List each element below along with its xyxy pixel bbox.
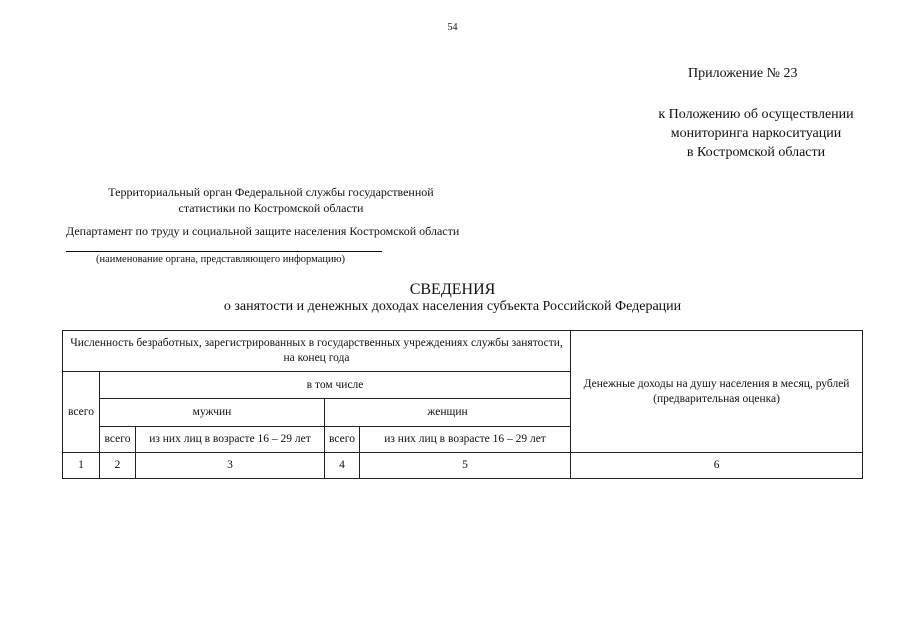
column-number-cell: 2 xyxy=(100,453,136,479)
reporting-organization xyxy=(66,184,476,216)
unemployed-header-cell: Численность безработных, зарегистрированных в государственных учреждениях службы занятости, на конец года xyxy=(63,331,571,372)
including-header-cell: в том числе xyxy=(100,372,571,399)
organization-line: статистики по Костромской области xyxy=(178,201,364,215)
table-header-row xyxy=(63,331,863,372)
column-number-cell: 5 xyxy=(360,453,571,479)
men-header-cell: мужчин xyxy=(100,399,325,427)
women-header-cell: женщин xyxy=(325,399,571,427)
appendix-reference xyxy=(610,105,902,162)
women-16-29-header-cell: из них лиц в возрасте 16 – 29 лет xyxy=(360,427,571,453)
column-number-row xyxy=(63,453,863,479)
column-number-cell: 4 xyxy=(325,453,360,479)
income-header-cell: Денежные доходы на душу населения в месяц, рублей (предварительная оценка) xyxy=(571,331,863,453)
organization-underline xyxy=(66,251,382,252)
organization-caption: (наименование органа, представляющего информацию) xyxy=(96,254,345,265)
men-16-29-header-cell: из них лиц в возрасте 16 – 29 лет xyxy=(136,427,325,453)
document-subtitle: о занятости и денежных доходах населения субъекта Российской Федерации xyxy=(223,299,682,314)
appendix-label: Приложение № 23 xyxy=(688,66,798,81)
page-number: 54 xyxy=(447,22,458,33)
total-header-cell: всего xyxy=(63,372,100,453)
report-table xyxy=(62,330,863,479)
department-name: Департамент по труду и социальной защите населения Костромской области xyxy=(66,224,460,238)
organization-line: Территориальный орган Федеральной службы государственной xyxy=(108,185,434,199)
men-total-header-cell: всего xyxy=(100,427,136,453)
column-number-cell: 1 xyxy=(63,453,100,479)
document-title: СВЕДЕНИЯ xyxy=(409,281,496,298)
column-number-cell: 6 xyxy=(571,453,863,479)
appendix-reference-line: в Костромской области xyxy=(686,145,826,160)
women-total-header-cell: всего xyxy=(325,427,360,453)
appendix-reference-line: к Положению об осуществлении xyxy=(658,107,854,122)
column-number-cell: 3 xyxy=(136,453,325,479)
appendix-reference-line: мониторинга наркоситуации xyxy=(670,126,842,141)
